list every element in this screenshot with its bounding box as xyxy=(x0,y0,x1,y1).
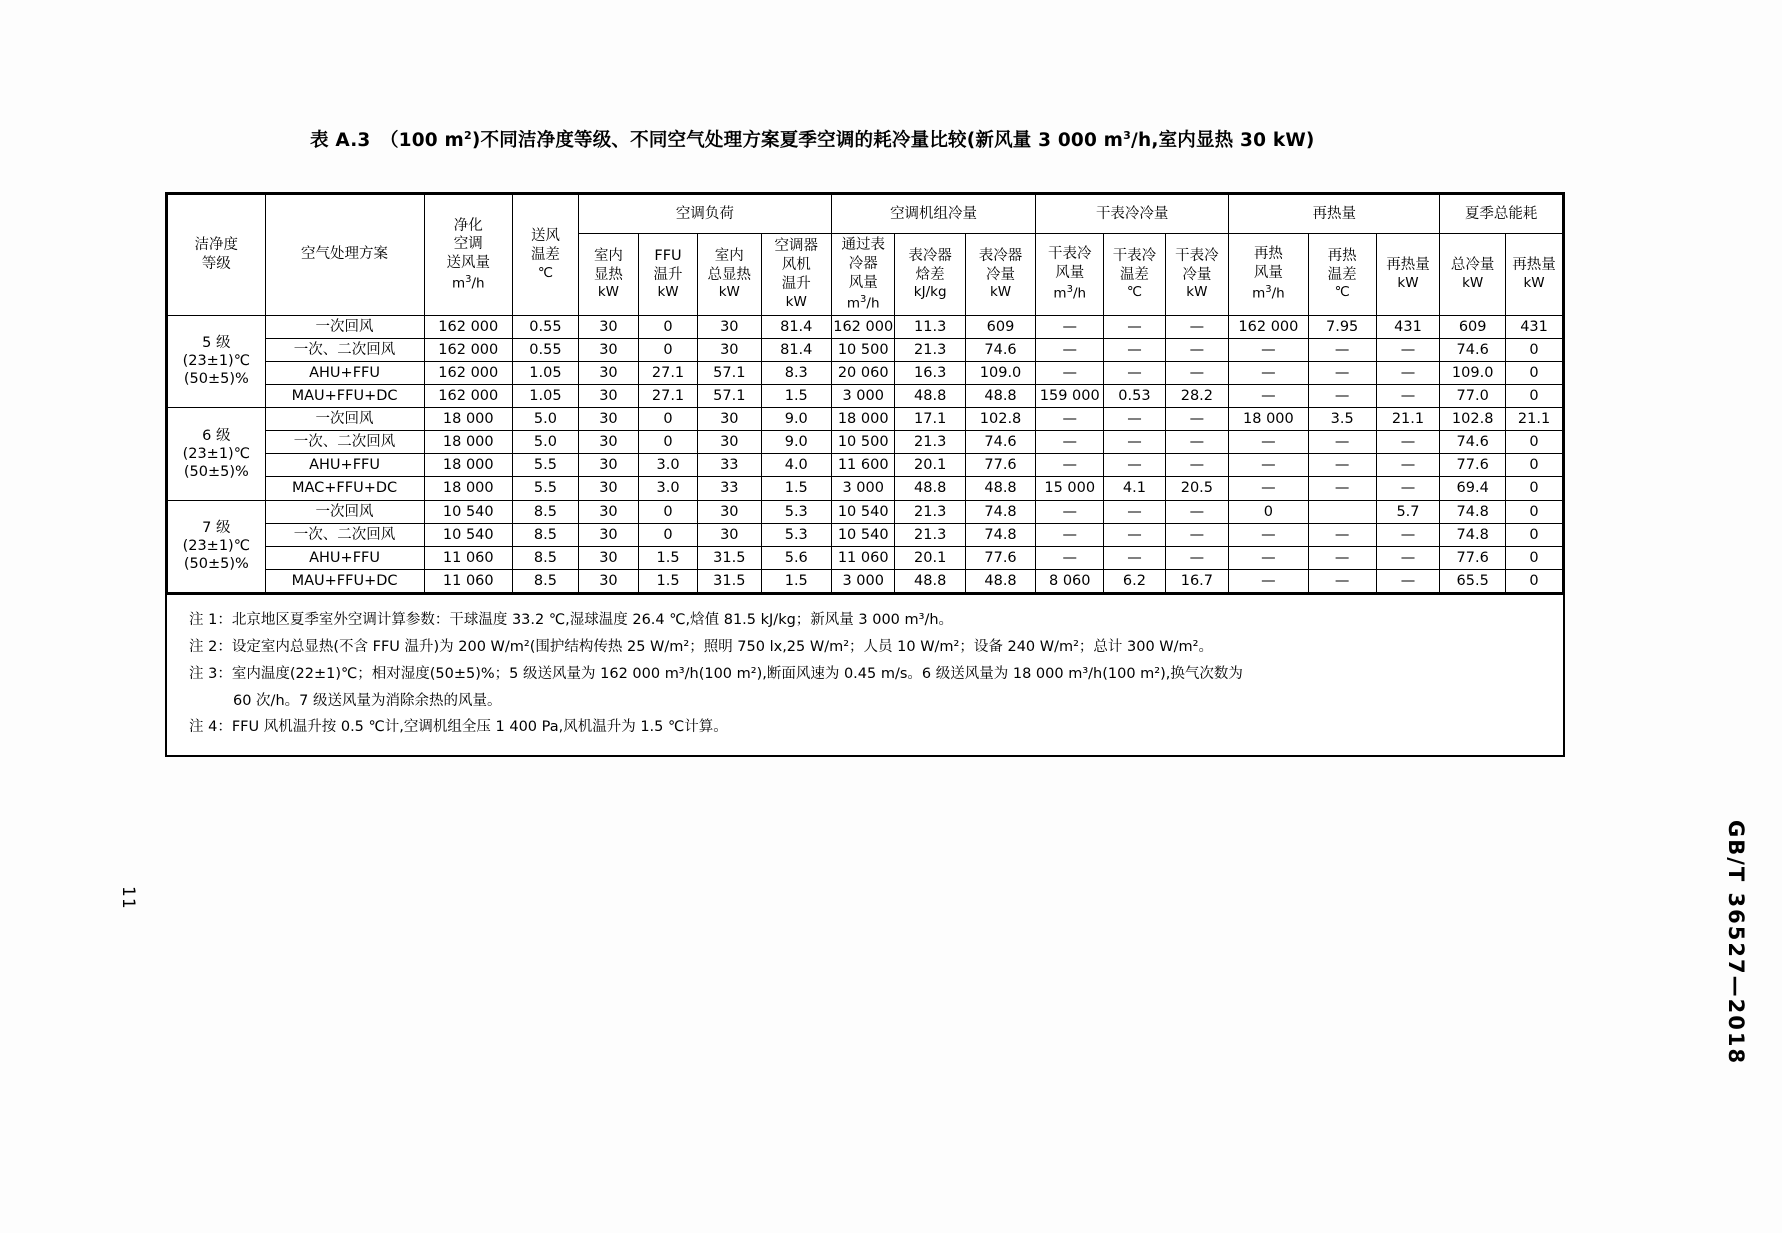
cell-value: — xyxy=(1165,408,1229,431)
cell-value: 74.6 xyxy=(1440,431,1506,454)
cell-value: 48.8 xyxy=(965,569,1035,592)
cell-value: 1.5 xyxy=(761,384,831,407)
cell-value: 30 xyxy=(698,523,762,546)
cell-value: 8 060 xyxy=(1036,569,1104,592)
cell-value: — xyxy=(1036,500,1104,523)
cell-value: 3.5 xyxy=(1308,408,1376,431)
header-indoor-sensible: 室内 显热 kW xyxy=(578,234,638,316)
cell-scheme: AHU+FFU xyxy=(265,454,424,477)
cell-scheme: 一次、二次回风 xyxy=(265,338,424,361)
cell-value: 0 xyxy=(1506,477,1563,500)
cell-value: — xyxy=(1036,523,1104,546)
cell-value: 33 xyxy=(698,477,762,500)
cell-scheme: 一次、二次回风 xyxy=(265,431,424,454)
cell-value: 11 060 xyxy=(831,546,895,569)
cell-value: 3.0 xyxy=(639,477,698,500)
cell-value: 5.3 xyxy=(761,523,831,546)
cell-value: — xyxy=(1229,477,1308,500)
cell-value: 18 000 xyxy=(424,408,513,431)
cell-value: 77.6 xyxy=(1440,546,1506,569)
cell-value: — xyxy=(1104,431,1165,454)
cell-value: 0 xyxy=(639,338,698,361)
cell-value: 31.5 xyxy=(698,569,762,592)
cell-value: 0 xyxy=(1506,546,1563,569)
cell-value: — xyxy=(1165,454,1229,477)
cell-value: 18 000 xyxy=(424,477,513,500)
table-row xyxy=(168,569,1563,592)
cell-value: 5.0 xyxy=(513,431,579,454)
group-header-reheat: 再热量 xyxy=(1229,195,1440,234)
cell-value: — xyxy=(1104,546,1165,569)
header-supply-temp-diff: 送风 温差 ℃ xyxy=(513,195,579,316)
cell-value: 5.7 xyxy=(1376,500,1440,523)
cell-value: 30 xyxy=(578,454,638,477)
header-dry-coil-airflow: 干表冷 风量 $m^3/h$ xyxy=(1036,234,1104,316)
cell-value: 3 000 xyxy=(831,384,895,407)
cell-value: 28.2 xyxy=(1165,384,1229,407)
note-1: 注 1：北京地区夏季室外空调计算参数：干球温度 33.2 ℃,湿球温度 26.4 ℃,焓值 81.5 kJ/kg；新风量 3 000 m³/h。 xyxy=(189,612,954,629)
cell-value: 9.0 xyxy=(761,431,831,454)
cell-value: 18 000 xyxy=(1229,408,1308,431)
cell-value: 1.05 xyxy=(513,384,579,407)
header-reheat-load: 再热量 kW xyxy=(1376,234,1440,316)
note-3: 注 3：室内温度(22±1)℃；相对湿度(50±5)%；5 级送风量为 162 000 m³/h(100 m²),断面风速为 0.45 m/s。6 级送风量为 18 000 m³/h(100 m²),换气次数为 xyxy=(189,665,1243,682)
cell-value xyxy=(1308,500,1376,523)
cell-scheme: 一次回风 xyxy=(265,408,424,431)
cell-value: — xyxy=(1036,408,1104,431)
cell-value: 0 xyxy=(1506,431,1563,454)
cell-value: — xyxy=(1376,454,1440,477)
standard-id: GB/T 36527—2018 xyxy=(1724,820,1748,1066)
cell-value: 20.1 xyxy=(895,546,965,569)
cell-value: 11 600 xyxy=(831,454,895,477)
cell-value: — xyxy=(1229,546,1308,569)
cell-value: 1.5 xyxy=(639,546,698,569)
cell-value: 57.1 xyxy=(698,384,762,407)
table-header xyxy=(168,195,1563,316)
note-2: 注 2：设定室内总显热(不含 FFU 温升)为 200 W/m²(围护结构传热 25 W/m²；照明 750 lx,25 W/m²；人员 10 W/m²；设备 240 W/m²；总计 300 W/m²。 xyxy=(189,638,1213,655)
cell-value: 0.55 xyxy=(513,315,579,338)
header-dry-coil-cooling: 干表冷 冷量 kW xyxy=(1165,234,1229,316)
cell-value: 11 060 xyxy=(424,546,513,569)
cell-scheme: AHU+FFU xyxy=(265,361,424,384)
note-3-cont: 60 次/h。7 级送风量为消除余热的风量。 xyxy=(233,692,502,709)
cell-value: — xyxy=(1229,361,1308,384)
cell-value: — xyxy=(1229,431,1308,454)
cell-value: 0 xyxy=(1506,338,1563,361)
cell-value: 18 000 xyxy=(424,454,513,477)
cell-value: 17.1 xyxy=(895,408,965,431)
cell-value: 431 xyxy=(1376,315,1440,338)
cell-value: — xyxy=(1036,315,1104,338)
cell-value: 30 xyxy=(698,338,762,361)
cell-value: — xyxy=(1036,454,1104,477)
cell-value: — xyxy=(1308,338,1376,361)
cell-value: 162 000 xyxy=(424,338,513,361)
cell-value: 74.8 xyxy=(965,500,1035,523)
cell-scheme: MAC+FFU+DC xyxy=(265,477,424,500)
cell-value: 609 xyxy=(965,315,1035,338)
cell-value: 48.8 xyxy=(965,384,1035,407)
cell-value: 1.5 xyxy=(639,569,698,592)
cell-value: 48.8 xyxy=(895,384,965,407)
header-ffu-temp-rise: FFU 温升 kW xyxy=(639,234,698,316)
cell-value: 10 540 xyxy=(424,500,513,523)
cell-value: 0.53 xyxy=(1104,384,1165,407)
cell-value: 65.5 xyxy=(1440,569,1506,592)
cell-value: 0 xyxy=(639,315,698,338)
cell-value: 16.3 xyxy=(895,361,965,384)
header-supply-air-volume: 净化 空调 送风量 $m^3/h$ xyxy=(424,195,513,316)
cell-value: — xyxy=(1229,338,1308,361)
cell-value: 48.8 xyxy=(895,569,965,592)
cell-value: 0 xyxy=(1229,500,1308,523)
cell-value: 162 000 xyxy=(1229,315,1308,338)
header-coil-enthalpy-diff: 表冷器 焓差 kJ/kg xyxy=(895,234,965,316)
cell-value: 20 060 xyxy=(831,361,895,384)
cell-value: 5.5 xyxy=(513,454,579,477)
table-row xyxy=(168,454,1563,477)
group-label-6: 6 级 (23±1)℃ (50±5)% xyxy=(168,408,266,501)
table-title: 表 A.3 （100 $m^2$)不同洁净度等级、不同空气处理方案夏季空调的耗冷量比较(新风量 3 000 $m^3/h$,室内显热 30 kW) xyxy=(310,128,1315,151)
cell-value: 5.6 xyxy=(761,546,831,569)
cell-value: — xyxy=(1229,523,1308,546)
cell-value: 8.5 xyxy=(513,500,579,523)
cell-value: 21.1 xyxy=(1506,408,1563,431)
group-label-7: 7 级 (23±1)℃ (50±5)% xyxy=(168,500,266,593)
cell-value: — xyxy=(1104,315,1165,338)
cell-value: 0 xyxy=(1506,569,1563,592)
cell-value: 48.8 xyxy=(895,477,965,500)
cell-value: — xyxy=(1165,500,1229,523)
cell-value: 11 060 xyxy=(424,569,513,592)
table-notes xyxy=(167,593,1563,755)
header-indoor-total-sensible: 室内 总显热 kW xyxy=(698,234,762,316)
cell-value: 57.1 xyxy=(698,361,762,384)
table-row xyxy=(168,338,1563,361)
group-label-5: 5 级 (23±1)℃ (50±5)% xyxy=(168,315,266,408)
cell-value: — xyxy=(1229,454,1308,477)
cell-value: 10 540 xyxy=(831,500,895,523)
cell-value: — xyxy=(1376,523,1440,546)
cell-value: 10 540 xyxy=(831,523,895,546)
cell-value: 30 xyxy=(698,315,762,338)
cell-scheme: 一次回风 xyxy=(265,315,424,338)
cell-value: — xyxy=(1376,338,1440,361)
cell-value: — xyxy=(1308,546,1376,569)
cell-value: — xyxy=(1165,523,1229,546)
table-row xyxy=(168,384,1563,407)
group-header-dry-cooling: 干表冷冷量 xyxy=(1036,195,1229,234)
cell-value: 30 xyxy=(578,361,638,384)
cell-value: 16.7 xyxy=(1165,569,1229,592)
cell-value: — xyxy=(1376,546,1440,569)
table-frame xyxy=(165,192,1565,757)
cell-value: 30 xyxy=(698,431,762,454)
cell-value: — xyxy=(1165,546,1229,569)
cell-value: — xyxy=(1104,408,1165,431)
cell-value: 1.05 xyxy=(513,361,579,384)
cell-value: 102.8 xyxy=(965,408,1035,431)
cell-value: — xyxy=(1036,361,1104,384)
cell-value: — xyxy=(1229,384,1308,407)
cell-value: — xyxy=(1308,454,1376,477)
table-row xyxy=(168,431,1563,454)
cell-value: 109.0 xyxy=(965,361,1035,384)
cell-value: 77.0 xyxy=(1440,384,1506,407)
cell-value: — xyxy=(1036,338,1104,361)
cell-value: — xyxy=(1104,523,1165,546)
cell-value: 30 xyxy=(698,500,762,523)
cell-value: — xyxy=(1165,361,1229,384)
cell-value: 11.3 xyxy=(895,315,965,338)
cell-value: 1.5 xyxy=(761,569,831,592)
table-row xyxy=(168,523,1563,546)
cell-value: 30 xyxy=(578,338,638,361)
cell-value: 0 xyxy=(1506,361,1563,384)
cell-value: — xyxy=(1165,315,1229,338)
cell-value: — xyxy=(1308,384,1376,407)
cell-value: — xyxy=(1376,361,1440,384)
cell-value: 8.5 xyxy=(513,569,579,592)
cell-value: — xyxy=(1104,500,1165,523)
cell-value: 21.3 xyxy=(895,523,965,546)
header-dry-coil-temp-diff: 干表冷 温差 ℃ xyxy=(1104,234,1165,316)
cell-value: 77.6 xyxy=(965,454,1035,477)
cell-value: 74.8 xyxy=(965,523,1035,546)
cell-value: 20.5 xyxy=(1165,477,1229,500)
cell-value: 431 xyxy=(1506,315,1563,338)
table-row xyxy=(168,408,1563,431)
group-header-total-energy: 夏季总能耗 xyxy=(1440,195,1563,234)
table-row xyxy=(168,477,1563,500)
cell-value: 20.1 xyxy=(895,454,965,477)
cell-value: 10 500 xyxy=(831,431,895,454)
cell-value: 33 xyxy=(698,454,762,477)
cell-value: 8.5 xyxy=(513,523,579,546)
cell-scheme: 一次回风 xyxy=(265,500,424,523)
note-4: 注 4：FFU 风机温升按 0.5 ℃计,空调机组全压 1 400 Pa,风机温升为 1.5 ℃计算。 xyxy=(189,719,728,736)
cell-value: 8.5 xyxy=(513,546,579,569)
cell-value: — xyxy=(1376,569,1440,592)
cell-value: 30 xyxy=(578,523,638,546)
cell-value: 609 xyxy=(1440,315,1506,338)
cell-value: 162 000 xyxy=(424,315,513,338)
header-fan-temp-rise: 空调器 风机 温升 kW xyxy=(761,234,831,316)
cell-value: 1.5 xyxy=(761,477,831,500)
cell-value: 3 000 xyxy=(831,569,895,592)
cell-value: — xyxy=(1308,523,1376,546)
header-scheme: 空气处理方案 xyxy=(265,195,424,316)
table-row xyxy=(168,546,1563,569)
cell-value: 81.4 xyxy=(761,338,831,361)
cell-value: 9.0 xyxy=(761,408,831,431)
cell-value: 30 xyxy=(578,569,638,592)
cell-value: 18 000 xyxy=(831,408,895,431)
cell-value: 102.8 xyxy=(1440,408,1506,431)
cell-value: 162 000 xyxy=(424,361,513,384)
cell-value: 21.3 xyxy=(895,500,965,523)
cell-value: 5.5 xyxy=(513,477,579,500)
header-reheat-temp-diff: 再热 温差 ℃ xyxy=(1308,234,1376,316)
cell-scheme: MAU+FFU+DC xyxy=(265,384,424,407)
cell-value: 0 xyxy=(639,523,698,546)
cell-value: 4.1 xyxy=(1104,477,1165,500)
header-total-reheat: 再热量 kW xyxy=(1506,234,1563,316)
cell-value: — xyxy=(1104,454,1165,477)
cell-value: 30 xyxy=(578,477,638,500)
cell-value: — xyxy=(1229,569,1308,592)
cell-value: 162 000 xyxy=(424,384,513,407)
cell-value: 10 540 xyxy=(424,523,513,546)
cell-scheme: 一次、二次回风 xyxy=(265,523,424,546)
cell-value: 21.1 xyxy=(1376,408,1440,431)
cell-value: 0 xyxy=(1506,454,1563,477)
group-header-load: 空调负荷 xyxy=(578,195,831,234)
cell-value: 5.3 xyxy=(761,500,831,523)
header-coil-cooling: 表冷器 冷量 kW xyxy=(965,234,1035,316)
cell-value: 21.3 xyxy=(895,431,965,454)
cell-value: — xyxy=(1308,361,1376,384)
cell-value: 0 xyxy=(639,500,698,523)
cell-value: 77.6 xyxy=(1440,454,1506,477)
cell-value: 77.6 xyxy=(965,546,1035,569)
cell-value: — xyxy=(1376,477,1440,500)
cell-value: 27.1 xyxy=(639,361,698,384)
cell-value: 162 000 xyxy=(831,315,895,338)
cell-value: — xyxy=(1308,477,1376,500)
cell-value: 27.1 xyxy=(639,384,698,407)
cell-value: 48.8 xyxy=(965,477,1035,500)
cell-value: 0 xyxy=(639,431,698,454)
header-cleanliness: 洁净度 等级 xyxy=(168,195,266,316)
table-row xyxy=(168,500,1563,523)
cell-value: 5.0 xyxy=(513,408,579,431)
cell-value: 10 500 xyxy=(831,338,895,361)
cell-value: 0 xyxy=(1506,500,1563,523)
cell-value: 159 000 xyxy=(1036,384,1104,407)
cell-value: — xyxy=(1376,431,1440,454)
cell-value: — xyxy=(1308,431,1376,454)
cell-value: 7.95 xyxy=(1308,315,1376,338)
cell-scheme: MAU+FFU+DC xyxy=(265,569,424,592)
cell-value: 30 xyxy=(578,315,638,338)
cell-value: — xyxy=(1036,431,1104,454)
cell-value: 74.6 xyxy=(965,338,1035,361)
header-coil-airflow: 通过表 冷器 风量 $m^3/h$ xyxy=(831,234,895,316)
cell-value: 4.0 xyxy=(761,454,831,477)
cell-value: 109.0 xyxy=(1440,361,1506,384)
cell-value: 74.8 xyxy=(1440,500,1506,523)
cell-value: — xyxy=(1165,431,1229,454)
cell-value: 30 xyxy=(578,408,638,431)
cell-value: — xyxy=(1308,569,1376,592)
cell-value: 74.6 xyxy=(1440,338,1506,361)
table-body xyxy=(168,315,1563,593)
cell-value: 30 xyxy=(698,408,762,431)
cell-value: 0.55 xyxy=(513,338,579,361)
cell-value: 30 xyxy=(578,431,638,454)
cell-value: 74.8 xyxy=(1440,523,1506,546)
cell-value: 30 xyxy=(578,500,638,523)
cell-value: 74.6 xyxy=(965,431,1035,454)
cell-value: — xyxy=(1165,338,1229,361)
cell-value: — xyxy=(1036,546,1104,569)
cell-value: 81.4 xyxy=(761,315,831,338)
cell-value: 3.0 xyxy=(639,454,698,477)
cell-value: — xyxy=(1104,361,1165,384)
cell-value: 0 xyxy=(1506,384,1563,407)
header-total-cooling: 总冷量 kW xyxy=(1440,234,1506,316)
table-row xyxy=(168,315,1563,338)
cell-value: 6.2 xyxy=(1104,569,1165,592)
header-reheat-airflow: 再热 风量 $m^3/h$ xyxy=(1229,234,1308,316)
cell-value: — xyxy=(1376,384,1440,407)
cell-value: 30 xyxy=(578,384,638,407)
cell-value: 0 xyxy=(639,408,698,431)
cell-value: 15 000 xyxy=(1036,477,1104,500)
cell-value: 18 000 xyxy=(424,431,513,454)
cell-scheme: AHU+FFU xyxy=(265,546,424,569)
cell-value: 21.3 xyxy=(895,338,965,361)
cell-value: 8.3 xyxy=(761,361,831,384)
group-header-ahu-cooling: 空调机组冷量 xyxy=(831,195,1035,234)
comparison-table xyxy=(167,194,1563,593)
cell-value: 0 xyxy=(1506,523,1563,546)
table-row xyxy=(168,361,1563,384)
page-number: 11 xyxy=(118,886,138,910)
cell-value: 31.5 xyxy=(698,546,762,569)
cell-value: 69.4 xyxy=(1440,477,1506,500)
cell-value: 30 xyxy=(578,546,638,569)
cell-value: — xyxy=(1104,338,1165,361)
cell-value: 3 000 xyxy=(831,477,895,500)
